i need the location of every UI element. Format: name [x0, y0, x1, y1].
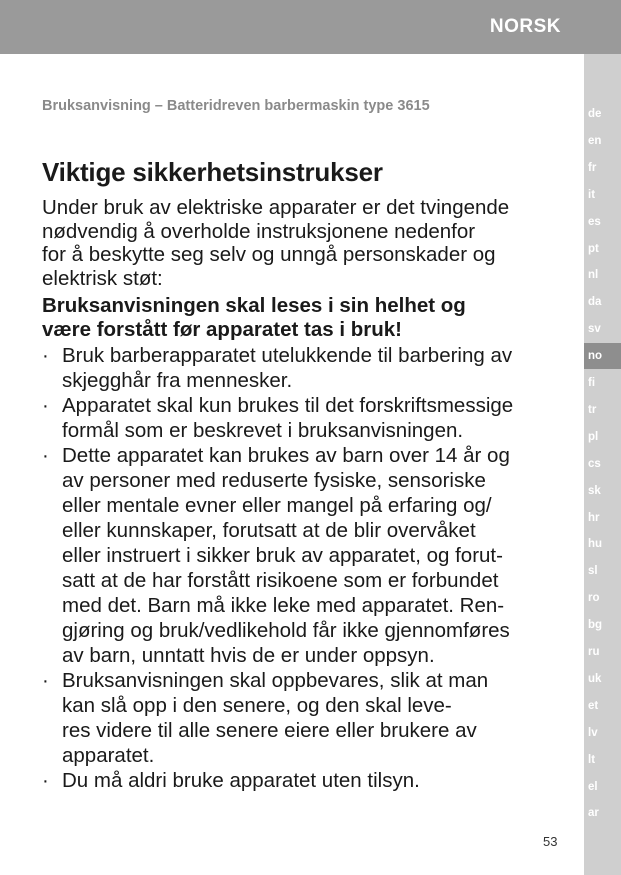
- language-tab-lv[interactable]: lv: [588, 726, 598, 739]
- language-tab-uk[interactable]: uk: [588, 672, 602, 685]
- warning-paragraph: Bruksanvisningen skal leses i sin helhet og være forstått før apparatet tas i bruk!: [42, 294, 466, 341]
- language-tab-sv[interactable]: sv: [588, 323, 601, 336]
- list-item: · Apparatet skal kun brukes til det forskriftsmessige formål som er beskrevet i bruksanvisningen.: [42, 394, 514, 442]
- bullet-icon: ·: [42, 444, 49, 467]
- page-number: 53: [543, 834, 558, 849]
- language-tab-ar[interactable]: ar: [588, 807, 599, 820]
- list-item: · Bruksanvisningen skal oppbevares, slik at man kan slå opp i den senere, og den skal leve- res videre til alle senere eiere eller brukere av apparatet.: [42, 669, 489, 767]
- language-tab-ro[interactable]: ro: [588, 592, 600, 605]
- bullet-icon: ·: [42, 669, 49, 692]
- language-tab-no[interactable]: no: [584, 343, 621, 369]
- language-sidebar: [584, 54, 621, 875]
- bullet-icon: ·: [42, 344, 49, 367]
- language-tab-el[interactable]: el: [588, 780, 598, 793]
- document-subtitle: Bruksanvisning – Batteridreven barbermaskin type 3615: [42, 98, 430, 114]
- language-tab-et[interactable]: et: [588, 699, 599, 712]
- language-tab-pt[interactable]: pt: [588, 242, 599, 255]
- language-tab-tr[interactable]: tr: [588, 403, 597, 416]
- language-tab-hu[interactable]: hu: [588, 538, 603, 551]
- main-content: [42, 156, 567, 793]
- language-tab-bg[interactable]: bg: [588, 619, 603, 632]
- language-tab-ru[interactable]: ru: [588, 646, 600, 658]
- language-tab-sk[interactable]: sk: [588, 484, 601, 497]
- language-tab-da[interactable]: da: [588, 296, 602, 309]
- language-tab-fi[interactable]: fi: [588, 377, 596, 389]
- list-item: · Dette apparatet kan brukes av barn over 14 år og av personer med reduserte fysiske, sensoriske eller mentale evner eller mangel på erfaring og/ eller kunnskaper, forutsatt at de blir overvåket eller instruert i sikker bruk av apparatet, og forut- satt at de har forstått risikoene som er forbundet med det. Barn må ikke leke med apparatet. Ren- gjøring og bruk/vedlikehold får ikke gjennomføres av barn, unntatt hvis de er under oppsyn.: [42, 444, 510, 667]
- language-tab-es[interactable]: es: [588, 215, 601, 228]
- list-item: · Du må aldri bruke apparatet uten tilsyn.: [42, 769, 420, 792]
- language-tab-fr[interactable]: fr: [588, 161, 597, 174]
- language-tab-lt[interactable]: lt: [588, 753, 596, 766]
- language-tab-nl[interactable]: nl: [588, 269, 599, 282]
- language-title: NORSK: [489, 16, 561, 37]
- language-tab-hr[interactable]: hr: [588, 511, 600, 524]
- header-bar: [0, 0, 621, 54]
- instruction-list: [42, 343, 567, 793]
- language-tab-sl[interactable]: sl: [588, 565, 598, 578]
- language-tab-it[interactable]: it: [588, 188, 596, 201]
- list-item: · Bruk barberapparatet utelukkende til barbering av skjegghår fra mennesker.: [42, 344, 513, 392]
- bullet-icon: ·: [42, 769, 49, 792]
- bullet-icon: ·: [42, 394, 49, 417]
- language-tab-en[interactable]: en: [588, 134, 602, 147]
- language-tab-de[interactable]: de: [588, 108, 602, 120]
- language-tab-cs[interactable]: cs: [588, 457, 601, 470]
- language-tab-pl[interactable]: pl: [588, 430, 599, 443]
- intro-paragraph: Under bruk av elektriske apparater er det tvingende nødvendig å overholde instruksjonene nedenfor for å beskytte seg selv og unngå personskader og elektrisk støt:: [42, 196, 510, 290]
- section-title: Viktige sikkerhetsinstrukser: [42, 157, 383, 187]
